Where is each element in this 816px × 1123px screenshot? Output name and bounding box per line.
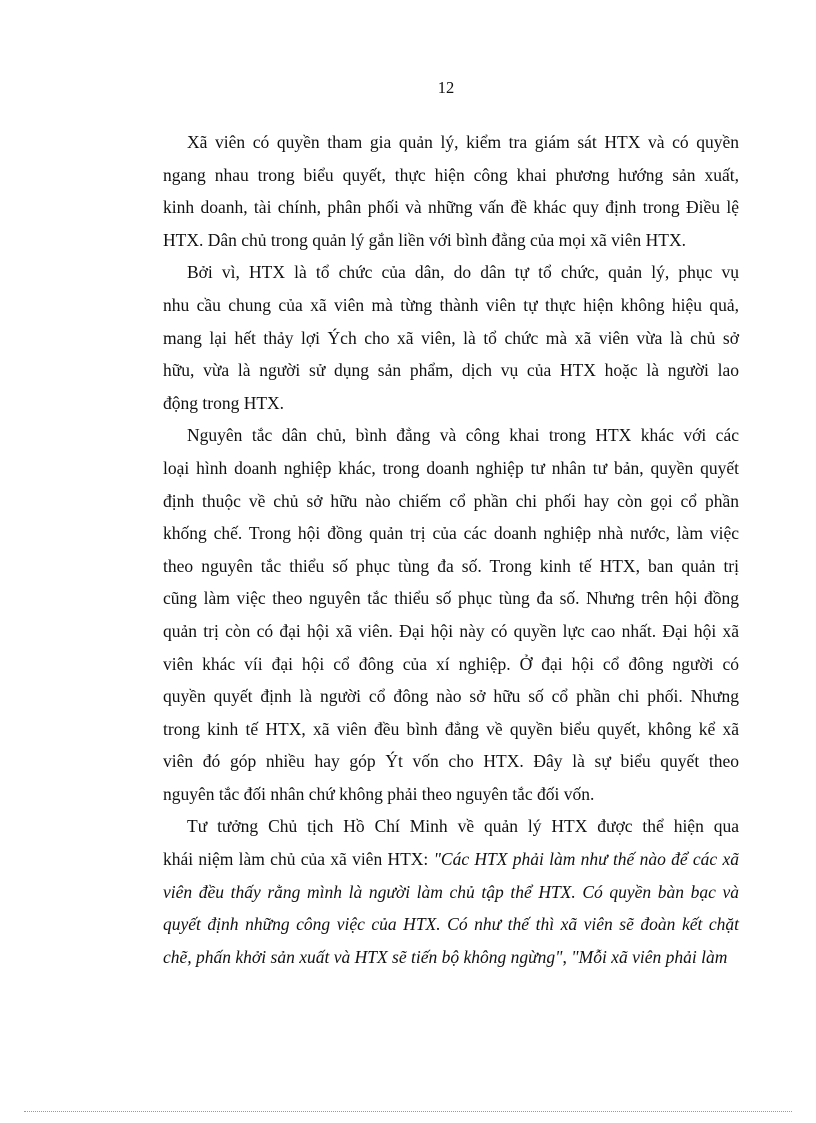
text-line: Bởi vì, HTX là tổ chức của dân, do dân tự tổ chức, quản lý, phục vụ [187, 262, 739, 283]
text-line: mang lại hết thảy lợi Ých cho xã viên, là tổ chức mà xã viên vừa là chủ sở [163, 327, 739, 348]
text-line-final [163, 941, 739, 974]
text-line: Tư tưởng Chủ tịch Hồ Chí Minh về quản lý HTX được thể hiện qua [187, 816, 739, 837]
quote-run: "Mỗi xã viên phải làm [571, 946, 728, 967]
paragraph-lines [163, 126, 739, 843]
text-line: nhu cầu chung của xã viên mà từng thành viên tự thực hiện không hiệu quả, [163, 294, 739, 315]
text-run: khái niệm làm chủ của xã viên HTX: [163, 849, 434, 870]
text-line: quyền quyết định là người cổ đông nào sở hữu số cổ phần chi phối. Nhưng [163, 686, 739, 707]
text-line: khống chế. Trong hội đồng quản trị của các doanh nghiệp nhà nước, làm việc [163, 523, 739, 544]
text-line: hữu, vừa là người sử dụng sản phẩm, dịch vụ của HTX hoặc là người lao [163, 360, 739, 381]
text-line: động trong HTX. [163, 392, 285, 413]
text-line: Nguyên tắc dân chủ, bình đẳng và công khai trong HTX khác với các [187, 425, 739, 446]
text-line: định thuộc về chủ sở hữu nào chiếm cổ phần chi phối hay còn gọi cổ phần [163, 490, 739, 511]
text-line-quote: viên đều thấy rằng mình là người làm chủ tập thể HTX. Có quyền bàn bạc và [163, 881, 739, 902]
text-line-mixed [163, 843, 739, 876]
text-line: trong kinh tế HTX, xã viên đều bình đẳng về quyền biểu quyết, không kể xã [163, 718, 739, 739]
text-line: HTX. Dân chủ trong quản lý gắn liền với bình đẳng của mọi xã viên HTX. [163, 229, 686, 250]
text-line: loại hình doanh nghiệp khác, trong doanh nghiệp tư nhân tư bản, quyền quyết [163, 457, 739, 478]
text-line: quản trị còn có đại hội xã viên. Đại hội này có quyền lực cao nhất. Đại hội xã [163, 620, 739, 641]
quote-run: "Các HTX phải làm như thế nào để các xã [433, 849, 739, 870]
text-line: theo nguyên tắc thiểu số phục tùng đa số. Trong kinh tế HTX, ban quản trị [163, 555, 739, 576]
text-line: ngang nhau trong biểu quyết, thực hiện công khai phương hướng sản xuất, [163, 164, 739, 185]
text-line: Xã viên có quyền tham gia quản lý, kiểm tra giám sát HTX và có quyền [187, 132, 739, 152]
text-run: , [562, 946, 572, 967]
body-text [163, 126, 739, 973]
page-number: 12 [437, 78, 455, 97]
footer-divider [24, 1111, 792, 1112]
text-line: viên khác víi đại hội cổ đông của xí nghiệp. Ở đại hội cổ đông người có [163, 653, 739, 674]
text-line: cũng làm việc theo nguyên tắc thiểu số phục tùng đa số. Nhưng trên hội đồng [163, 588, 739, 609]
text-line: viên đó góp nhiều hay góp Ýt vốn cho HTX. Đây là sự biểu quyết theo [163, 751, 739, 772]
text-line: nguyên tắc đối nhân chứ không phải theo nguyên tắc đối vốn. [163, 783, 595, 804]
text-line-quote: quyết định những công việc của HTX. Có như thế thì xã viên sẽ đoàn kết chặt [163, 914, 739, 935]
text-line: kinh doanh, tài chính, phân phối và những vấn đề khác quy định trong Điều lệ [163, 197, 739, 218]
quote-run: chẽ, phấn khởi sản xuất và HTX sẽ tiến bộ không ngừng" [163, 946, 563, 967]
